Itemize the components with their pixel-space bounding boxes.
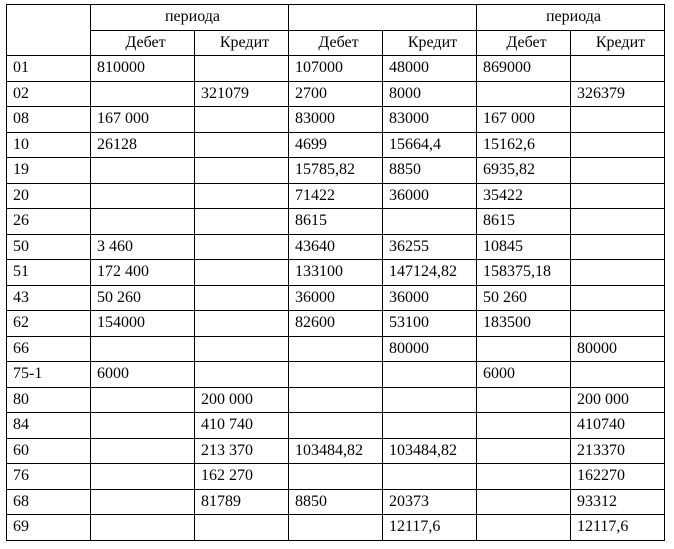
- closing-debit-cell: 35422: [477, 183, 571, 209]
- table-row: [7, 438, 665, 464]
- turnover-credit-cell: 147124,82: [383, 260, 477, 286]
- turnover-debit-cell: 83000: [289, 107, 383, 133]
- turnover-credit-cell: [383, 362, 477, 388]
- turnover-debit-cell: [289, 464, 383, 490]
- closing-credit-cell: 12117,6: [571, 515, 665, 541]
- opening-credit-cell: [195, 285, 289, 311]
- closing-debit-cell: 8615: [477, 209, 571, 235]
- turnover-credit-cell: [383, 209, 477, 235]
- closing-debit-cell: 158375,18: [477, 260, 571, 286]
- table-row: [7, 311, 665, 337]
- turnover-credit-cell: 80000: [383, 336, 477, 362]
- account-cell: 66: [7, 336, 91, 362]
- opening-debit-cell: 3 460: [91, 234, 195, 260]
- turnover-debit-cell: 82600: [289, 311, 383, 337]
- turnover-debit-cell: 8615: [289, 209, 383, 235]
- ledger-table: [6, 4, 665, 541]
- account-cell: 84: [7, 413, 91, 439]
- closing-debit-cell: 10845: [477, 234, 571, 260]
- account-cell: 68: [7, 489, 91, 515]
- account-cell: 60: [7, 438, 91, 464]
- closing-debit-cell: [477, 387, 571, 413]
- closing-debit-cell: [477, 489, 571, 515]
- closing-debit-cell: [477, 464, 571, 490]
- closing-debit-cell: [477, 81, 571, 107]
- opening-debit-cell: [91, 158, 195, 184]
- closing-credit-cell: [571, 158, 665, 184]
- opening-credit-cell: [195, 362, 289, 388]
- turnover-credit-cell: 36255: [383, 234, 477, 260]
- account-cell: 69: [7, 515, 91, 541]
- turnover-debit-cell: [289, 413, 383, 439]
- closing-debit-cell: 15162,6: [477, 132, 571, 158]
- turnover-debit-cell: [289, 362, 383, 388]
- closing-credit-cell: [571, 285, 665, 311]
- table-row: [7, 387, 665, 413]
- opening-credit-cell: [195, 107, 289, 133]
- turnover-credit-cell: 20373: [383, 489, 477, 515]
- turnover-credit-cell: 48000: [383, 56, 477, 82]
- closing-credit-cell: 326379: [571, 81, 665, 107]
- table-row: [7, 260, 665, 286]
- turnover-credit-cell: 83000: [383, 107, 477, 133]
- turnover-debit-cell: 4699: [289, 132, 383, 158]
- opening-debit-cell: [91, 387, 195, 413]
- turnover-debit-cell: [289, 515, 383, 541]
- account-cell: 08: [7, 107, 91, 133]
- closing-credit-cell: 213370: [571, 438, 665, 464]
- opening-credit-cell: 200 000: [195, 387, 289, 413]
- closing-debit-cell: 6935,82: [477, 158, 571, 184]
- account-cell: 01: [7, 56, 91, 82]
- header-account-cell: [7, 5, 91, 56]
- account-cell: 02: [7, 81, 91, 107]
- closing-credit-cell: [571, 311, 665, 337]
- turnover-credit-cell: 53100: [383, 311, 477, 337]
- turnover-credit-cell: 8000: [383, 81, 477, 107]
- closing-debit-cell: 6000: [477, 362, 571, 388]
- opening-credit-cell: 321079: [195, 81, 289, 107]
- table-row: [7, 158, 665, 184]
- closing-credit-cell: [571, 362, 665, 388]
- turnover-debit-cell: [289, 387, 383, 413]
- turnover-credit-cell: 12117,6: [383, 515, 477, 541]
- opening-credit-cell: [195, 234, 289, 260]
- turnover-credit-cell: 103484,82: [383, 438, 477, 464]
- opening-debit-cell: 810000: [91, 56, 195, 82]
- opening-credit-cell: 81789: [195, 489, 289, 515]
- account-cell: 75-1: [7, 362, 91, 388]
- opening-debit-cell: 154000: [91, 311, 195, 337]
- turnover-debit-cell: 107000: [289, 56, 383, 82]
- table-row: [7, 132, 665, 158]
- opening-credit-cell: [195, 515, 289, 541]
- header-opening-credit: Кредит: [195, 30, 289, 56]
- header-turnover-period: [289, 5, 477, 31]
- header-opening-debit: Дебет: [91, 30, 195, 56]
- closing-credit-cell: [571, 56, 665, 82]
- closing-credit-cell: 200 000: [571, 387, 665, 413]
- closing-credit-cell: 80000: [571, 336, 665, 362]
- closing-credit-cell: [571, 234, 665, 260]
- opening-debit-cell: [91, 515, 195, 541]
- opening-credit-cell: [195, 183, 289, 209]
- turnover-credit-cell: [383, 387, 477, 413]
- table-row: [7, 285, 665, 311]
- opening-credit-cell: 213 370: [195, 438, 289, 464]
- closing-debit-cell: [477, 515, 571, 541]
- opening-credit-cell: [195, 209, 289, 235]
- opening-debit-cell: [91, 438, 195, 464]
- table-row: [7, 489, 665, 515]
- turnover-debit-cell: 8850: [289, 489, 383, 515]
- account-cell: 80: [7, 387, 91, 413]
- opening-debit-cell: 26128: [91, 132, 195, 158]
- table-row: [7, 183, 665, 209]
- table-row: [7, 234, 665, 260]
- table-row: [7, 209, 665, 235]
- table-row: [7, 56, 665, 82]
- opening-credit-cell: 410 740: [195, 413, 289, 439]
- turnover-debit-cell: 36000: [289, 285, 383, 311]
- closing-credit-cell: [571, 107, 665, 133]
- account-cell: 76: [7, 464, 91, 490]
- turnover-credit-cell: 36000: [383, 183, 477, 209]
- table-row: [7, 464, 665, 490]
- closing-credit-cell: [571, 209, 665, 235]
- account-cell: 10: [7, 132, 91, 158]
- opening-debit-cell: 167 000: [91, 107, 195, 133]
- header-closing-debit: Дебет: [477, 30, 571, 56]
- opening-debit-cell: [91, 413, 195, 439]
- opening-debit-cell: [91, 489, 195, 515]
- turnover-credit-cell: 36000: [383, 285, 477, 311]
- turnover-debit-cell: [289, 336, 383, 362]
- opening-debit-cell: 6000: [91, 362, 195, 388]
- turnover-debit-cell: 103484,82: [289, 438, 383, 464]
- opening-credit-cell: [195, 336, 289, 362]
- opening-debit-cell: [91, 81, 195, 107]
- table-row: [7, 362, 665, 388]
- table-row: [7, 515, 665, 541]
- closing-debit-cell: [477, 336, 571, 362]
- closing-debit-cell: [477, 413, 571, 439]
- opening-credit-cell: [195, 158, 289, 184]
- closing-credit-cell: [571, 260, 665, 286]
- account-cell: 20: [7, 183, 91, 209]
- header-closing-credit: Кредит: [571, 30, 665, 56]
- account-cell: 51: [7, 260, 91, 286]
- closing-credit-cell: 93312: [571, 489, 665, 515]
- turnover-debit-cell: 71422: [289, 183, 383, 209]
- turnover-credit-cell: [383, 413, 477, 439]
- table-row: [7, 413, 665, 439]
- closing-credit-cell: 410740: [571, 413, 665, 439]
- turnover-credit-cell: [383, 464, 477, 490]
- turnover-debit-cell: 2700: [289, 81, 383, 107]
- turnover-credit-cell: 15664,4: [383, 132, 477, 158]
- closing-debit-cell: 167 000: [477, 107, 571, 133]
- opening-credit-cell: [195, 56, 289, 82]
- closing-credit-cell: [571, 183, 665, 209]
- opening-debit-cell: [91, 464, 195, 490]
- turnover-debit-cell: 133100: [289, 260, 383, 286]
- header-turnover-debit: Дебет: [289, 30, 383, 56]
- table-row: [7, 81, 665, 107]
- turnover-debit-cell: 15785,82: [289, 158, 383, 184]
- account-cell: 26: [7, 209, 91, 235]
- opening-credit-cell: [195, 260, 289, 286]
- opening-debit-cell: [91, 209, 195, 235]
- closing-debit-cell: 869000: [477, 56, 571, 82]
- header-opening-period: периода: [91, 5, 289, 31]
- closing-debit-cell: 183500: [477, 311, 571, 337]
- header-row-period: [7, 5, 665, 31]
- opening-debit-cell: 50 260: [91, 285, 195, 311]
- opening-debit-cell: [91, 183, 195, 209]
- opening-credit-cell: [195, 311, 289, 337]
- closing-debit-cell: 50 260: [477, 285, 571, 311]
- closing-credit-cell: [571, 132, 665, 158]
- account-cell: 43: [7, 285, 91, 311]
- account-cell: 50: [7, 234, 91, 260]
- header-row-debit-credit: [7, 30, 665, 56]
- turnover-credit-cell: 8850: [383, 158, 477, 184]
- opening-credit-cell: [195, 132, 289, 158]
- opening-credit-cell: 162 270: [195, 464, 289, 490]
- header-turnover-credit: Кредит: [383, 30, 477, 56]
- closing-debit-cell: [477, 438, 571, 464]
- account-cell: 62: [7, 311, 91, 337]
- table-row: [7, 336, 665, 362]
- turnover-debit-cell: 43640: [289, 234, 383, 260]
- account-cell: 19: [7, 158, 91, 184]
- table-row: [7, 107, 665, 133]
- opening-debit-cell: 172 400: [91, 260, 195, 286]
- closing-credit-cell: 162270: [571, 464, 665, 490]
- opening-debit-cell: [91, 336, 195, 362]
- header-closing-period: периода: [477, 5, 665, 31]
